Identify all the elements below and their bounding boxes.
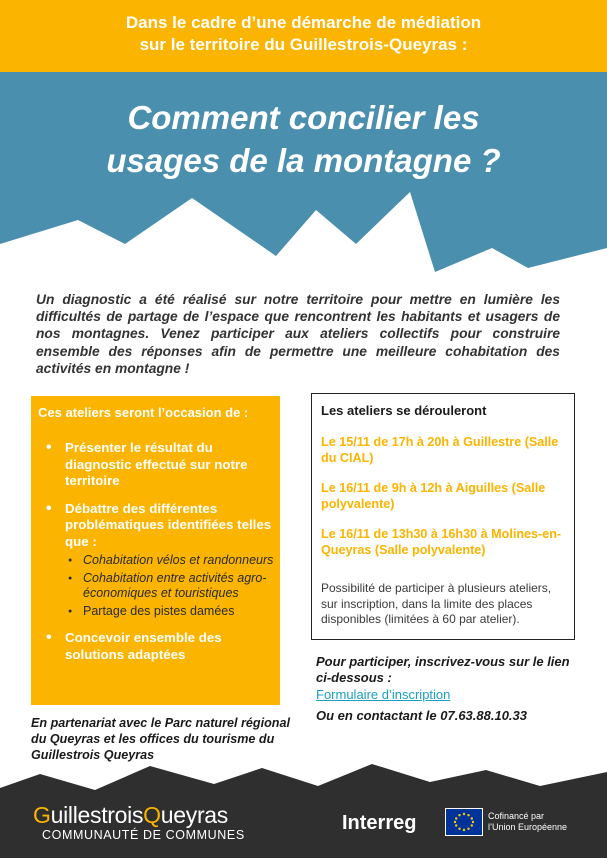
title-line-1: Comment concilier les (127, 99, 480, 136)
banner-line-2: sur le territoire du Guillestrois-Queyras : (139, 35, 468, 54)
title-line-2: usages de la montagne ? (106, 142, 501, 179)
eu-text-line-2: l’Union Européenne (488, 822, 568, 832)
logo-part-1: uillestrois (50, 802, 144, 828)
guillestrois-queyras-logo (33, 802, 245, 842)
goal-item-text: Concevoir ensemble des solutions adaptées (65, 630, 222, 662)
issue-item: ● Cohabitation entre activités agro-économiques et touristiques (65, 571, 277, 602)
eu-text-line-1: Cofinancé par (488, 811, 545, 821)
goal-item (45, 630, 277, 663)
registration-form-link[interactable]: Formulaire d’inscription (316, 687, 451, 702)
partners-text: En partenariat avec le Parc naturel régional du Queyras et les offices du tourisme du Guillestrois Queyras (31, 716, 290, 762)
goals-list (45, 440, 277, 674)
eu-cofinance-text (488, 811, 567, 833)
main-title (0, 96, 607, 182)
schedule-box (311, 393, 575, 640)
goal-item (45, 501, 277, 620)
registration-block (316, 654, 588, 724)
schedule-session: Le 15/11 de 17h à 20h à Guillestre (Salle du CIAL) (321, 435, 559, 465)
goal-item (45, 440, 277, 490)
schedule-note: Possibilité de participer à plusieurs ateliers, sur inscription, dans la limite des places disponibles (limitées à 60 par atelier). (321, 581, 552, 627)
workshop-goals-box (31, 396, 280, 705)
logo-initial-q: Q (143, 802, 161, 828)
logo-part-2: ueyras (160, 802, 228, 828)
logo-initial-g: G (33, 802, 51, 828)
banner-line-1: Dans le cadre d’une démarche de médiation (125, 13, 482, 32)
goal-item-text: Débattre des différentes problématiques identifiées telles que : (65, 500, 272, 549)
issues-sublist (65, 553, 277, 619)
schedule-session: Le 16/11 de 13h30 à 16h30 à Molines-en-Queyras (Salle polyvalente) (321, 527, 562, 557)
registration-text: Pour participer, inscrivez-vous sur le lien ci-dessous : (316, 654, 570, 685)
goals-title: Ces ateliers seront l’occasion de : (38, 405, 249, 420)
hero-section (0, 72, 607, 282)
logo-subtitle: COMMUNAUTÉ DE COMMUNES (42, 828, 245, 842)
goal-item-text: Présenter le résultat du diagnostic effectué sur notre territoire (65, 440, 248, 488)
issue-item: ● Partage des pistes damées (65, 604, 277, 620)
footer (0, 760, 607, 858)
registration-contact: Ou en contactant le 07.63.88.10.33 (316, 708, 527, 723)
schedule-title: Les ateliers se dérouleront (321, 403, 487, 418)
logo-wordmark (33, 802, 245, 828)
eu-stars-icon (446, 809, 482, 835)
top-banner (0, 0, 607, 72)
schedule-session: Le 16/11 de 9h à 12h à Aiguilles (Salle polyvalente) (321, 481, 546, 511)
interreg-logo: Interreg (342, 812, 417, 834)
issue-item: ● Cohabitation vélos et randonneurs (65, 553, 277, 569)
intro-paragraph: Un diagnostic a été réalisé sur notre territoire pour mettre en lumière les difficultés de partage de l’espace que rencontrent les habitants et usagers de nos montagnes. Venez participer aux ateliers collectifs pour construire ensemble des réponses afin de permettre une meilleure cohabitation des activités en montagne ! (36, 292, 560, 376)
eu-flag-icon (445, 808, 483, 836)
